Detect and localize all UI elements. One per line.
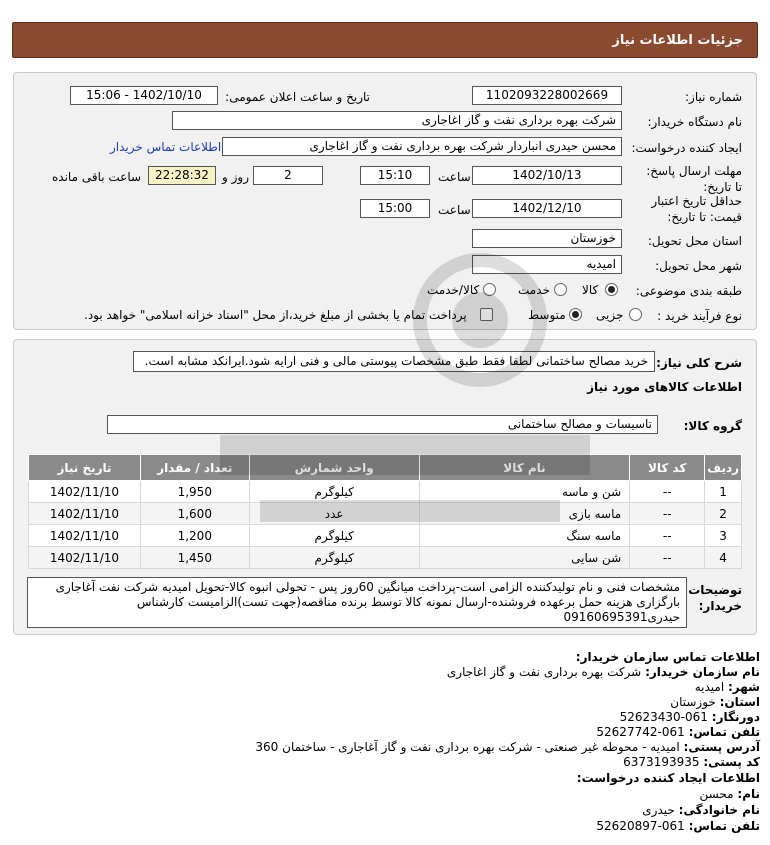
validity-time-field: 15:00 <box>360 199 430 218</box>
days-field: 2 <box>253 166 323 185</box>
goods-info-title: اطلاعات کالاهای مورد نیاز <box>587 380 742 394</box>
cell-code: -- <box>630 503 705 525</box>
requester-name-row: نام: محسن <box>699 787 760 801</box>
category-label: طبقه بندی موضوعی: <box>635 284 742 298</box>
buyer-address-row: آدرس پستی: امیدیه - محوطه غیر صنعتی - شرکت بهره برداری نفت و گاز آغاجاری - ساختمان 360 <box>255 740 760 754</box>
col-unit: واحد شمارش <box>249 455 419 481</box>
general-desc-label: شرح کلی نیاز: <box>656 356 742 370</box>
cell-name: ماسه سنگ <box>419 525 629 547</box>
validity-time-label: ساعت <box>438 203 471 217</box>
requester-phone-row: تلفن تماس: 061-52620897 <box>596 819 760 833</box>
process-radio-minor[interactable] <box>629 308 642 321</box>
process-label: نوع فرآیند خرید : <box>657 309 742 323</box>
cell-row: 1 <box>705 481 742 503</box>
city-field: امیدیه <box>472 255 622 274</box>
days-label: روز و <box>222 170 249 184</box>
cell-code: -- <box>630 525 705 547</box>
need-number-field: 1102093228002669 <box>472 86 622 105</box>
buyer-phone-row: تلفن تماس: 061-52627742 <box>596 725 760 739</box>
col-qty: تعداد / مقدار <box>140 455 249 481</box>
cell-unit: عدد <box>249 503 419 525</box>
buyer-org-row: نام سازمان خریدار: شرکت بهره برداری نفت و گاز اغاجاری <box>446 665 760 679</box>
remaining-label: ساعت باقی مانده <box>52 170 142 184</box>
province-field: خوزستان <box>472 229 622 248</box>
process-option-medium: متوسط <box>528 308 566 322</box>
col-name: نام کالا <box>419 455 629 481</box>
table-row <box>29 547 742 569</box>
table-row <box>29 525 742 547</box>
cell-unit: کیلوگرم <box>249 481 419 503</box>
buyer-fax-row: دورنگار: 061-52623430 <box>619 710 760 724</box>
cell-date: 1402/11/10 <box>29 481 141 503</box>
cell-name: شن سایی <box>419 547 629 569</box>
cell-unit: کیلوگرم <box>249 547 419 569</box>
requester-label: ایجاد کننده درخواست: <box>631 141 742 155</box>
col-date: تاریخ نیاز <box>29 455 141 481</box>
buyer-notes-field: مشخصات فنی و نام تولیدکننده الزامی است-پرداخت میانگین 60روز پس - تحولی انبوه کالا-تحویل امیدیه شرکت نفت آغاجاری بارگزاری هزینه حمل برعهده فروشنده-ارسال نمونه کالا توسط برنده مناقصه(جهت تست)الزامیست کارشناس حیدری09160695391 <box>27 577 687 628</box>
requester-contact-title: اطلاعات ایجاد کننده درخواست: <box>576 771 760 785</box>
table-row <box>29 481 742 503</box>
cell-qty: 1,200 <box>140 525 249 547</box>
page-title: جزئیات اطلاعات نیاز <box>12 22 758 58</box>
cell-name: ماسه بازی <box>419 503 629 525</box>
col-row: ردیف <box>705 455 742 481</box>
requester-family-row: نام خانوادگی: حیدری <box>642 803 760 817</box>
cell-name: شن و ماسه <box>419 481 629 503</box>
treasury-text: پرداخت تمام یا بخشی از مبلغ خرید،از محل "اسناد خزانه اسلامی" خواهد بود. <box>84 308 467 322</box>
col-code: کد کالا <box>630 455 705 481</box>
category-option-both: کالا/خدمت <box>427 283 480 297</box>
category-radio-service[interactable] <box>554 283 567 296</box>
cell-date: 1402/11/10 <box>29 503 141 525</box>
cell-date: 1402/11/10 <box>29 547 141 569</box>
table-row <box>29 503 742 525</box>
goods-table <box>28 454 742 569</box>
process-radio-medium[interactable] <box>569 308 582 321</box>
buyer-province-row: استان: خوزستان <box>670 695 760 709</box>
cell-code: -- <box>630 481 705 503</box>
cell-date: 1402/11/10 <box>29 525 141 547</box>
treasury-checkbox[interactable] <box>480 308 493 321</box>
buyer-contact-title: اطلاعات تماس سازمان خریدار: <box>575 650 760 664</box>
cell-qty: 1,600 <box>140 503 249 525</box>
remaining-time-field: 22:28:32 <box>148 166 216 185</box>
cell-row: 2 <box>705 503 742 525</box>
goods-group-label: گروه کالا: <box>683 419 742 433</box>
category-radio-both[interactable] <box>483 283 496 296</box>
cell-unit: کیلوگرم <box>249 525 419 547</box>
goods-group-field: تاسیسات و مصالح ساختمانی <box>107 415 658 434</box>
general-desc-field: خرید مصالح ساختمانی لطفا فقط طبق مشخصات پیوستی مالی و فنی ارایه شود.ایرانکد مشابه است. <box>133 351 655 372</box>
cell-code: -- <box>630 547 705 569</box>
validity-date-field: 1402/12/10 <box>472 199 622 218</box>
requester-field: محسن حیدری انباردار شرکت بهره برداری نفت و گاز اغاجاری <box>222 137 622 156</box>
cell-qty: 1,950 <box>140 481 249 503</box>
reply-date-field: 1402/10/13 <box>472 166 622 185</box>
cell-row: 3 <box>705 525 742 547</box>
buyer-postal-row: کد پستی: 6373193935 <box>623 755 760 769</box>
province-label: استان محل تحویل: <box>647 234 742 248</box>
validity-label: حداقل تاریخ اعتبار قیمت: تا تاریخ: <box>651 194 742 224</box>
reply-time-field: 15:10 <box>360 166 430 185</box>
buyer-org-label: نام دستگاه خریدار: <box>647 115 742 129</box>
buyer-city-row: شهر: امیدیه <box>694 680 760 694</box>
reply-deadline-label: مهلت ارسال پاسخ: تا تاریخ: <box>646 164 742 194</box>
buyer-contact-link[interactable]: اطلاعات تماس خریدار <box>110 140 222 154</box>
cell-row: 4 <box>705 547 742 569</box>
buyer-notes-label: توضیحات خریدار: <box>688 583 742 613</box>
buyer-org-field: شرکت بهره برداری نفت و گاز اغاجاری <box>172 111 622 130</box>
category-option-service: خدمت <box>518 283 550 297</box>
category-option-goods: کالا <box>582 283 599 297</box>
process-option-minor: جزیی <box>596 308 624 322</box>
reply-time-label: ساعت <box>438 170 471 184</box>
announce-field: 1402/10/10 - 15:06 <box>70 86 218 105</box>
announce-label: تاریخ و ساعت اعلان عمومی: <box>225 90 370 104</box>
category-radio-goods[interactable] <box>605 283 618 296</box>
cell-qty: 1,450 <box>140 547 249 569</box>
city-label: شهر محل تحویل: <box>655 259 742 273</box>
need-number-label: شماره نیاز: <box>685 90 742 104</box>
